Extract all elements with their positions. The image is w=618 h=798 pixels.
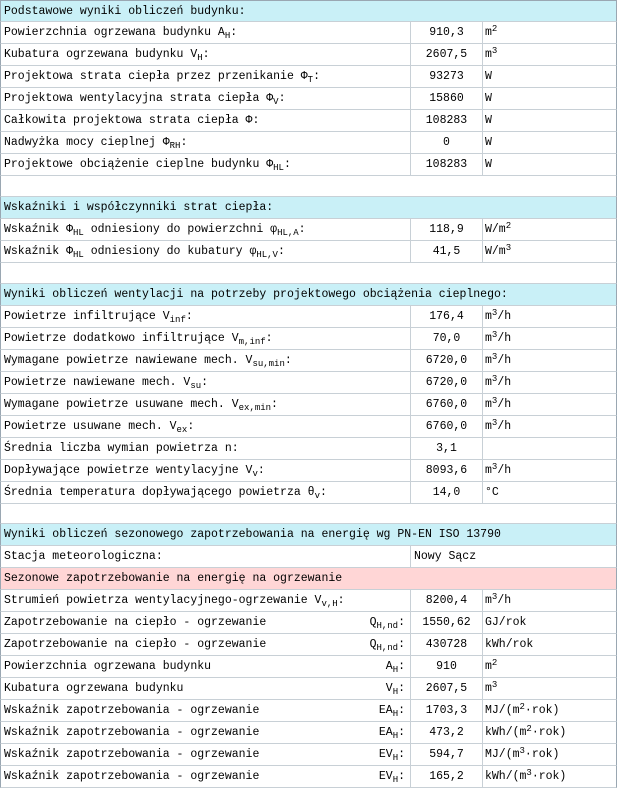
- label-text: Wskaźnik Φ: [4, 245, 74, 258]
- label-text: Powierzchnia ogrzewana budynku A: [4, 26, 225, 39]
- section-header-basic: Podstawowe wyniki obliczeń budynku:: [0, 0, 617, 22]
- section-seasonal-rows: [0, 590, 617, 788]
- symbol-text: EA: [378, 704, 393, 717]
- unit-text: kWh/(m: [485, 770, 527, 783]
- row-unit: [485, 394, 511, 416]
- symbol-text: A: [385, 660, 393, 673]
- row-value: 473,2: [410, 722, 483, 743]
- label-text: Powietrze nawiewane mech. V: [4, 376, 191, 389]
- unit-text: m: [485, 660, 492, 673]
- row-unit: [485, 590, 511, 612]
- row-unit: [485, 132, 492, 154]
- unit-text: MJ/(m: [485, 704, 520, 717]
- row-symbol: [379, 766, 405, 788]
- row-label: [4, 66, 320, 88]
- row-unit: [485, 612, 526, 634]
- unit-text: ·rok): [531, 770, 567, 783]
- symbol-text: :: [398, 638, 405, 651]
- data-row: [0, 22, 617, 44]
- row-value: 6760,0: [410, 416, 483, 437]
- symbol-text: Q: [369, 616, 377, 629]
- row-value: 70,0: [410, 328, 483, 349]
- unit-text: kWh/rok: [485, 638, 534, 651]
- label-text: :: [201, 376, 209, 389]
- label-subscript: ex: [176, 425, 188, 435]
- row-unit: [485, 350, 511, 372]
- label-text: Nadwyżka mocy cieplnej Φ: [4, 136, 170, 149]
- data-row: [0, 416, 617, 438]
- row-label: [4, 634, 266, 656]
- label-text: :: [202, 48, 210, 61]
- label-text: Powietrze dodatkowo infiltrujące V: [4, 332, 239, 345]
- row-label: [4, 132, 187, 154]
- label-text: :: [313, 70, 320, 83]
- weather-station-row: [0, 546, 617, 568]
- unit-superscript: 3: [505, 243, 512, 253]
- row-value: 1550,62: [410, 612, 483, 633]
- label-text: :: [337, 594, 345, 607]
- unit-text: m: [485, 398, 492, 411]
- unit-text: m: [485, 464, 492, 477]
- row-symbol: [370, 612, 405, 634]
- data-row: [0, 88, 617, 110]
- row-value: 93273: [410, 66, 483, 87]
- row-label: [4, 722, 259, 744]
- unit-text: m: [485, 354, 492, 367]
- label-text: Wskaźnik Φ: [4, 223, 74, 236]
- spacer: [0, 176, 617, 197]
- row-label: [4, 22, 237, 44]
- weather-station-value: Nowy Sącz: [410, 546, 617, 567]
- label-subscript: HL,V: [256, 250, 278, 260]
- symbol-subscript: H: [392, 709, 399, 719]
- label-text: Zapotrzebowanie na ciepło - ogrzewanie: [4, 616, 267, 629]
- section-header-seasonal: Wyniki obliczeń sezonowego zapotrzebowania na energię wg PN-EN ISO 13790: [0, 524, 617, 546]
- unit-text: W: [485, 92, 492, 105]
- row-unit: [485, 722, 566, 744]
- unit-text: W: [485, 158, 492, 171]
- row-value: 165,2: [410, 766, 483, 787]
- unit-text: W: [485, 136, 492, 149]
- unit-text: ·rok): [524, 704, 560, 717]
- unit-superscript: 3: [491, 308, 498, 318]
- label-text: :: [180, 136, 188, 149]
- label-text: Wskaźnik zapotrzebowania - ogrzewanie: [4, 704, 260, 717]
- unit-superscript: 2: [491, 24, 498, 34]
- unit-superscript: 3: [526, 768, 532, 778]
- row-value: 8200,4: [410, 590, 483, 611]
- row-value: 0: [410, 132, 483, 153]
- data-row: [0, 766, 617, 788]
- label-text: :: [283, 158, 291, 171]
- row-label: [4, 678, 183, 700]
- unit-superscript: 3: [491, 680, 498, 690]
- unit-text: m: [485, 420, 492, 433]
- row-value: 594,7: [410, 744, 483, 765]
- data-row: [0, 306, 617, 328]
- unit-superscript: 3: [519, 746, 525, 756]
- row-value: 176,4: [410, 306, 483, 327]
- unit-text: /h: [497, 420, 512, 433]
- label-text: Wymagane powietrze nawiewane mech. V: [4, 354, 253, 367]
- symbol-text: :: [398, 704, 405, 717]
- label-text: odniesiony do powierzchni φ: [83, 223, 278, 236]
- unit-text: W: [485, 70, 492, 83]
- row-label: [4, 394, 278, 416]
- label-text: Powietrze usuwane mech. V: [4, 420, 177, 433]
- label-text: odniesiony do kubatury φ: [83, 245, 257, 258]
- label-subscript: HL: [73, 250, 84, 260]
- data-row: [0, 350, 617, 372]
- row-symbol: [386, 656, 405, 678]
- section-basic-rows: [0, 22, 617, 176]
- label-subscript: su: [190, 381, 202, 391]
- weather-station-label: Stacja meteorologiczna:: [4, 550, 163, 563]
- symbol-subscript: H: [392, 775, 399, 785]
- label-text: Zapotrzebowanie na ciepło - ogrzewanie: [4, 638, 267, 651]
- row-value: 108283: [410, 154, 483, 175]
- label-subscript: su,min: [252, 359, 285, 369]
- data-row: [0, 590, 617, 612]
- unit-text: MJ/(m: [485, 748, 520, 761]
- row-unit: [485, 482, 499, 504]
- row-label: [4, 328, 273, 350]
- row-label: [4, 482, 327, 504]
- data-row: [0, 744, 617, 766]
- label-subscript: ex,min: [238, 403, 272, 413]
- unit-text: kWh/(m: [485, 726, 527, 739]
- row-value: 15860: [410, 88, 483, 109]
- row-unit: [485, 744, 559, 766]
- section-ventilation-rows: [0, 306, 617, 504]
- row-label: [4, 656, 211, 678]
- row-value: 14,0: [410, 482, 483, 503]
- row-unit: [485, 22, 497, 44]
- unit-text: m: [485, 376, 492, 389]
- unit-text: ·rok): [531, 726, 567, 739]
- symbol-text: EA: [378, 726, 393, 739]
- row-value: 2607,5: [410, 678, 483, 699]
- symbol-text: EV: [378, 748, 393, 761]
- label-subscript: v,H: [321, 599, 338, 609]
- row-symbol: [379, 722, 405, 744]
- label-text: :: [230, 26, 238, 39]
- unit-superscript: 3: [491, 46, 498, 56]
- row-unit: [485, 678, 497, 700]
- row-unit: [485, 154, 492, 176]
- unit-text: /h: [497, 376, 512, 389]
- label-text: Powietrze infiltrujące V: [4, 310, 170, 323]
- row-label: [4, 590, 345, 612]
- symbol-text: V: [385, 682, 393, 695]
- row-label: [4, 766, 259, 788]
- data-row: [0, 44, 617, 66]
- row-value: 430728: [410, 634, 483, 655]
- label-text: :: [187, 420, 195, 433]
- row-unit: [485, 219, 511, 241]
- label-text: Wymagane powietrze usuwane mech. V: [4, 398, 239, 411]
- unit-superscript: 3: [491, 374, 498, 384]
- unit-text: °C: [485, 486, 499, 499]
- row-value: 108283: [410, 110, 483, 131]
- row-label: [4, 110, 259, 132]
- row-value: 8093,6: [410, 460, 483, 481]
- label-text: :: [277, 245, 285, 258]
- label-subscript: H: [197, 53, 203, 63]
- unit-text: /h: [497, 354, 512, 367]
- label-subscript: HL,A: [277, 228, 299, 238]
- row-unit: [485, 700, 559, 722]
- data-row: [0, 241, 617, 263]
- data-row: [0, 482, 617, 504]
- label-subscript: inf: [169, 315, 186, 325]
- row-value: 910: [410, 656, 483, 677]
- row-unit: [485, 306, 511, 328]
- label-text: Dopływające powietrze wentylacyjne V: [4, 464, 253, 477]
- section-header-indicators: Wskaźniki i współczynniki strat ciepła:: [0, 197, 617, 219]
- unit-text: /h: [497, 594, 512, 607]
- data-row: [0, 634, 617, 656]
- unit-superscript: 3: [491, 396, 498, 406]
- data-row: [0, 460, 617, 482]
- unit-superscript: 2: [505, 221, 512, 231]
- label-text: Całkowita projektowa strata ciepła Φ:: [4, 114, 260, 127]
- unit-superscript: 3: [491, 418, 498, 428]
- unit-text: W/m: [485, 245, 506, 258]
- unit-text: GJ/rok: [485, 616, 527, 629]
- row-label: [4, 350, 292, 372]
- symbol-subscript: H,nd: [376, 643, 399, 653]
- data-row: [0, 438, 617, 460]
- row-unit: [485, 110, 492, 132]
- label-subscript: v: [252, 469, 258, 479]
- data-row: [0, 66, 617, 88]
- row-label: [4, 612, 266, 634]
- symbol-subscript: H: [392, 665, 399, 675]
- data-row: [0, 678, 617, 700]
- symbol-subscript: H: [392, 731, 399, 741]
- unit-superscript: 3: [491, 592, 498, 602]
- subsection-header-heating: Sezonowe zapotrzebowanie na energię na ogrzewanie: [0, 568, 617, 590]
- label-text: :: [319, 486, 327, 499]
- data-row: [0, 154, 617, 176]
- row-unit: [485, 460, 511, 482]
- row-symbol: [370, 634, 405, 656]
- row-symbol: [379, 744, 405, 766]
- label-subscript: HL: [273, 163, 284, 173]
- row-label: [4, 438, 239, 460]
- row-value: 6760,0: [410, 394, 483, 415]
- row-label: [4, 700, 259, 722]
- data-row: [0, 328, 617, 350]
- symbol-text: Q: [369, 638, 377, 651]
- data-row: [0, 132, 617, 154]
- data-row: [0, 700, 617, 722]
- symbol-text: :: [398, 770, 405, 783]
- label-text: :: [284, 354, 292, 367]
- unit-superscript: 2: [526, 724, 532, 734]
- symbol-subscript: H: [392, 687, 399, 697]
- label-text: Wskaźnik zapotrzebowania - ogrzewanie: [4, 726, 260, 739]
- label-subscript: v: [314, 491, 320, 501]
- unit-text: m: [485, 682, 492, 695]
- unit-text: /h: [497, 464, 512, 477]
- unit-superscript: 3: [491, 462, 498, 472]
- row-unit: [485, 416, 511, 438]
- row-unit: [485, 766, 566, 788]
- spacer: [0, 504, 617, 524]
- label-subscript: RH: [169, 141, 181, 151]
- label-text: Wskaźnik zapotrzebowania - ogrzewanie: [4, 748, 260, 761]
- row-value: 2607,5: [410, 44, 483, 65]
- row-unit: [485, 44, 497, 66]
- data-row: [0, 656, 617, 678]
- row-value: 1703,3: [410, 700, 483, 721]
- label-text: Projektowe obciążenie cieplne budynku Φ: [4, 158, 274, 171]
- symbol-text: :: [398, 726, 405, 739]
- symbol-text: EV: [378, 770, 393, 783]
- row-unit: [485, 241, 511, 263]
- label-text: :: [278, 92, 286, 105]
- label-text: Powierzchnia ogrzewana budynku: [4, 660, 212, 673]
- unit-superscript: 3: [491, 330, 498, 340]
- row-label: [4, 154, 291, 176]
- unit-text: m: [485, 332, 492, 345]
- label-text: Projektowa wentylacyjna strata ciepła Φ: [4, 92, 274, 105]
- row-label: [4, 306, 193, 328]
- unit-text: W: [485, 114, 492, 127]
- label-subscript: V: [273, 97, 279, 107]
- label-subscript: m,inf: [238, 337, 266, 347]
- row-label: [4, 44, 210, 66]
- row-unit: [485, 88, 492, 110]
- data-row: [0, 110, 617, 132]
- unit-text: W/m: [485, 223, 506, 236]
- data-row: [0, 722, 617, 744]
- section-indicator-rows: [0, 219, 617, 263]
- unit-text: m: [485, 48, 492, 61]
- row-unit: [485, 634, 533, 656]
- symbol-text: :: [398, 660, 405, 673]
- data-row: [0, 612, 617, 634]
- row-label: [4, 88, 285, 110]
- section-header-ventilation: Wyniki obliczeń wentylacji na potrzeby projektowego obciążenia cieplnego:: [0, 284, 617, 306]
- label-text: Wskaźnik zapotrzebowania - ogrzewanie: [4, 770, 260, 783]
- label-text: Kubatura ogrzewana budynku: [4, 682, 184, 695]
- unit-superscript: 3: [491, 352, 498, 362]
- unit-text: m: [485, 26, 492, 39]
- symbol-subscript: H: [392, 753, 399, 763]
- row-value: 910,3: [410, 22, 483, 43]
- row-unit: [485, 372, 511, 394]
- symbol-text: :: [398, 748, 405, 761]
- label-text: Kubatura ogrzewana budynku V: [4, 48, 198, 61]
- row-label: [4, 372, 208, 394]
- row-label: [4, 219, 306, 241]
- label-subscript: HL: [73, 228, 84, 238]
- label-text: Strumień powietrza wentylacyjnego-ogrzewanie V: [4, 594, 322, 607]
- row-label: [4, 460, 265, 482]
- label-subscript: T: [307, 75, 314, 85]
- unit-superscript: 2: [519, 702, 525, 712]
- label-text: Projektowa strata ciepła przez przenikanie Φ: [4, 70, 308, 83]
- symbol-text: :: [398, 682, 405, 695]
- label-subscript: H: [224, 31, 231, 41]
- label-text: Średnia liczba wymian powietrza n:: [4, 442, 239, 455]
- row-label: [4, 241, 285, 263]
- label-text: :: [271, 398, 278, 411]
- row-unit: [485, 656, 497, 678]
- row-unit: [485, 66, 492, 88]
- symbol-subscript: H,nd: [376, 621, 399, 631]
- unit-text: m: [485, 310, 492, 323]
- row-value: 6720,0: [410, 350, 483, 371]
- symbol-text: :: [398, 616, 405, 629]
- data-row: [0, 372, 617, 394]
- unit-text: /h: [497, 332, 512, 345]
- row-symbol: [379, 700, 405, 722]
- row-value: 6720,0: [410, 372, 483, 393]
- unit-text: /h: [497, 398, 512, 411]
- data-row: [0, 219, 617, 241]
- data-row: [0, 394, 617, 416]
- label-text: Średnia temperatura dopływającego powietrza θ: [4, 486, 315, 499]
- unit-text: /h: [497, 310, 512, 323]
- unit-superscript: 2: [491, 658, 498, 668]
- unit-text: ·rok): [524, 748, 560, 761]
- unit-text: m: [485, 594, 492, 607]
- row-value: 41,5: [410, 241, 483, 262]
- label-text: :: [265, 332, 273, 345]
- spacer: [0, 263, 617, 284]
- label-text: :: [257, 464, 265, 477]
- row-label: [4, 416, 194, 438]
- row-unit: [485, 328, 511, 350]
- row-symbol: [386, 678, 405, 700]
- row-label: [4, 744, 259, 766]
- row-value: 3,1: [410, 438, 483, 459]
- label-text: :: [185, 310, 193, 323]
- label-text: :: [298, 223, 306, 236]
- row-value: 118,9: [410, 219, 483, 240]
